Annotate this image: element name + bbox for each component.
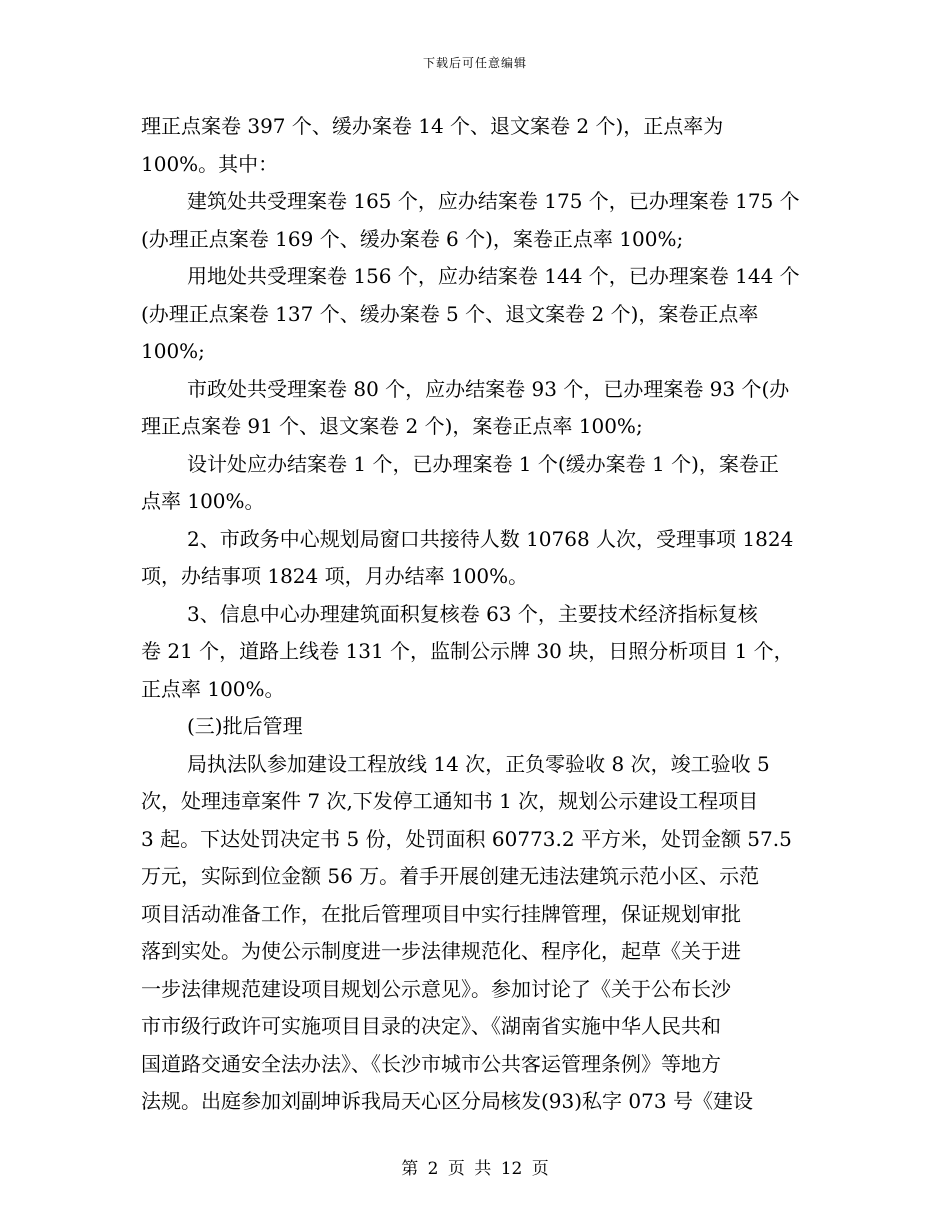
page-footer: 第 2 页 共 12 页 — [401, 1159, 549, 1179]
text-line: 万元，实际到位金额 56 万。着手开展创建无违法建筑示范小区、示范 — [141, 864, 760, 888]
text-line: 点率 100%。 — [141, 489, 265, 513]
text-line: 市政处共受理案卷 80 个，应办结案卷 93 个，已办理案卷 93 个(办 — [187, 376, 790, 401]
text-line: 2、市政务中心规划局窗口共接待人数 10768 人次，受理事项 1824 — [187, 526, 794, 551]
text-line: 国道路交通安全法办法》、《长沙市城市公共客运管理条例》等地方 — [141, 1051, 721, 1076]
text-line: 建筑处共受理案卷 165 个，应办结案卷 175 个，已办理案卷 175 个 — [187, 189, 800, 213]
text-line: 100%。其中： — [141, 151, 279, 176]
section-heading: (三)批后管理 — [187, 714, 303, 738]
text-line: 100%; — [141, 339, 205, 363]
text-line: 设计处应办结案卷 1 个，已办理案卷 1 个(缓办案卷 1 个)，案卷正 — [187, 451, 779, 476]
text-line: (办理正点案卷 137 个、缓办案卷 5 个、退文案卷 2 个)，案卷正点率 — [141, 301, 759, 326]
text-line: 项，办结事项 1824 项，月办结率 100%。 — [141, 564, 529, 588]
text-line: 法规。出庭参加刘副坤诉我局天心区分局核发(93)私字 073 号《建设 — [141, 1089, 753, 1113]
page-header: 下载后可任意编辑 — [422, 56, 527, 70]
text-line: 市市级行政许可实施项目目录的决定》、《湖南省实施中华人民共和 — [141, 1014, 721, 1038]
text-line: 一步法律规范建设项目规划公示意见》。参加讨论了《关于公布长沙 — [141, 976, 731, 1001]
text-line: 落到实处。为使公示制度进一步法律规范化、程序化，起草《关于进 — [141, 939, 741, 963]
text-line: 理正点案卷 91 个、退文案卷 2 个)，案卷正点率 100%; — [141, 414, 643, 438]
text-line: 理正点案卷 397 个、缓办案卷 14 个、退文案卷 2 个)，正点率为 — [141, 114, 724, 138]
text-line: 3 起。下达处罚决定书 5 份，处罚面积 60773.2 平方米，处罚金额 57.5 — [141, 826, 792, 851]
text-line: 局执法队参加建设工程放线 14 次，正负零验收 8 次，竣工验收 5 — [187, 751, 770, 776]
text-line: 项目活动准备工作，在批后管理项目中实行挂牌管理，保证规划审批 — [141, 901, 741, 926]
text-line: 正点率 100%。 — [141, 676, 285, 701]
text-line: 卷 21 个，道路上线卷 131 个，监制公示牌 30 块，日照分析项目 1 个， — [141, 639, 794, 663]
document-body — [141, 108, 811, 1121]
text-line: (办理正点案卷 169 个、缓办案卷 6 个)，案卷正点率 100%; — [141, 226, 684, 251]
text-line: 次，处理违章案件 7 次,下发停工通知书 1 次，规划公示建设工程项目 — [141, 789, 759, 813]
text-line: 3、信息中心办理建筑面积复核卷 63 个，主要技术经济指标复核 — [187, 601, 758, 626]
text-line: 用地处共受理案卷 156 个，应办结案卷 144 个，已办理案卷 144 个 — [187, 264, 800, 288]
